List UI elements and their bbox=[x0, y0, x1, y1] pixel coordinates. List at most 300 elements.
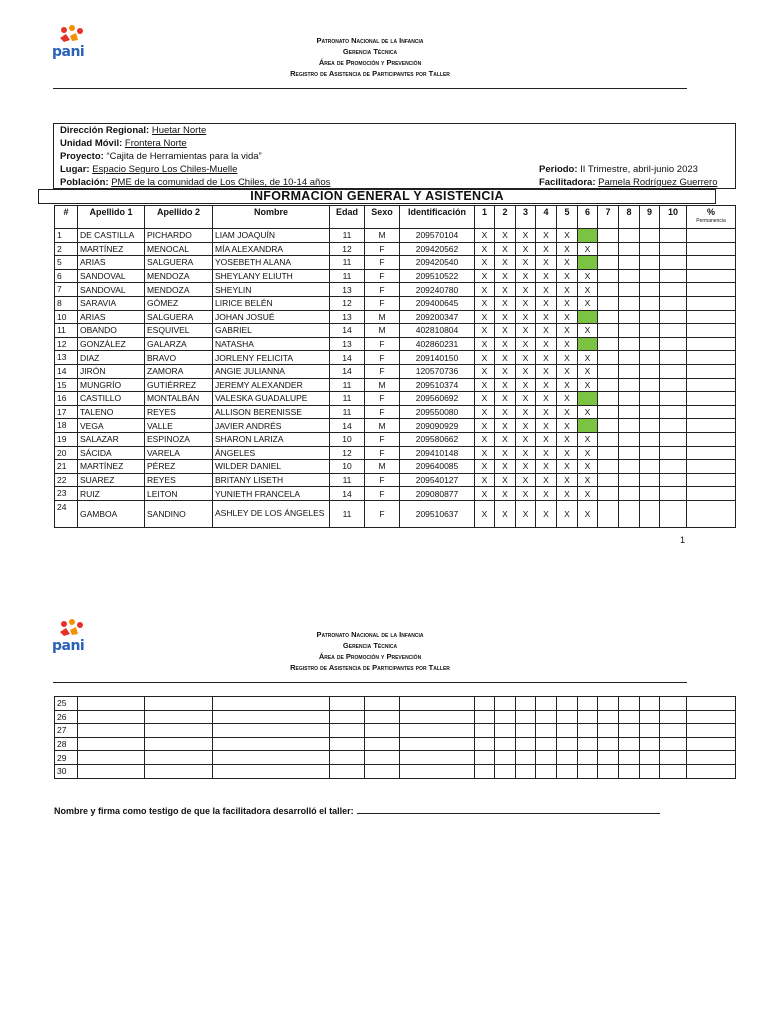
session-7-cell bbox=[598, 310, 619, 324]
permanencia-cell bbox=[687, 392, 736, 406]
header-line-3: Área de Promoción y Prevención bbox=[318, 652, 422, 661]
table-row bbox=[55, 392, 736, 406]
session-10-cell bbox=[660, 337, 687, 351]
session-9-cell bbox=[640, 446, 660, 460]
empty-cell bbox=[365, 710, 400, 724]
session-2-cell: X bbox=[495, 351, 516, 365]
empty-cell bbox=[400, 737, 475, 751]
col-session-1: 1 bbox=[475, 206, 495, 229]
empty-cell bbox=[557, 737, 578, 751]
nombre-cell: JORLENY FELICITA bbox=[213, 351, 330, 365]
col-num: # bbox=[55, 206, 78, 229]
sexo-cell: F bbox=[365, 432, 400, 446]
empty-cell bbox=[330, 737, 365, 751]
sexo-cell: F bbox=[365, 351, 400, 365]
session-9-cell bbox=[640, 324, 660, 338]
session-4-cell: X bbox=[536, 256, 557, 270]
session-8-cell bbox=[619, 432, 640, 446]
session-2-cell: X bbox=[495, 378, 516, 392]
col-session-6: 6 bbox=[578, 206, 598, 229]
session-5-cell: X bbox=[557, 392, 578, 406]
empty-cell bbox=[400, 724, 475, 738]
session-2-cell: X bbox=[495, 337, 516, 351]
session-6-cell: X bbox=[578, 500, 598, 527]
session-1-cell: X bbox=[475, 432, 495, 446]
attendance-table bbox=[54, 205, 736, 528]
nombre-cell: GABRIEL bbox=[213, 324, 330, 338]
table-row bbox=[55, 364, 736, 378]
session-3-cell: X bbox=[516, 296, 536, 310]
permanencia-cell bbox=[687, 419, 736, 433]
edad-cell: 11 bbox=[330, 269, 365, 283]
empty-cell bbox=[365, 764, 400, 778]
nombre-cell: LIRICE BELÉN bbox=[213, 296, 330, 310]
session-7-cell bbox=[598, 392, 619, 406]
table-header-row bbox=[55, 206, 736, 229]
session-2-cell: X bbox=[495, 432, 516, 446]
empty-cell bbox=[365, 697, 400, 711]
session-5-cell: X bbox=[557, 351, 578, 365]
session-4-cell: X bbox=[536, 392, 557, 406]
apellido2-cell: MENDOZA bbox=[145, 269, 213, 283]
empty-cell bbox=[536, 737, 557, 751]
session-3-cell: X bbox=[516, 324, 536, 338]
table-row bbox=[55, 764, 736, 778]
table-row bbox=[55, 446, 736, 460]
nombre-cell: SHEYLIN bbox=[213, 283, 330, 297]
session-8-cell bbox=[619, 473, 640, 487]
apellido2-cell: SALGUERA bbox=[145, 310, 213, 324]
col-edad: Edad bbox=[330, 206, 365, 229]
identificacion-cell: 209640085 bbox=[400, 460, 475, 474]
edad-cell: 13 bbox=[330, 283, 365, 297]
pani-logo-page2 bbox=[52, 618, 92, 658]
apellido2-cell: GUTIÉRREZ bbox=[145, 378, 213, 392]
table-row bbox=[55, 269, 736, 283]
empty-cell bbox=[516, 737, 536, 751]
col-nombre: Nombre bbox=[213, 206, 330, 229]
unidad-line bbox=[60, 138, 187, 149]
empty-cell bbox=[495, 697, 516, 711]
session-1-cell: X bbox=[475, 405, 495, 419]
col-apellido2: Apellido 2 bbox=[145, 206, 213, 229]
row-number: 1 bbox=[55, 229, 78, 243]
pct-subtitle: Permanencia bbox=[696, 218, 726, 224]
apellido2-cell: MENDOZA bbox=[145, 283, 213, 297]
session-5-cell: X bbox=[557, 378, 578, 392]
edad-cell: 10 bbox=[330, 432, 365, 446]
apellido1-cell: RUIZ bbox=[78, 487, 145, 501]
session-6-cell: X bbox=[578, 242, 598, 256]
permanencia-cell bbox=[687, 460, 736, 474]
session-6-cell: X bbox=[578, 446, 598, 460]
edad-cell: 13 bbox=[330, 337, 365, 351]
table-row bbox=[55, 378, 736, 392]
page-number: 1 bbox=[680, 535, 686, 545]
session-6-cell: X bbox=[578, 378, 598, 392]
session-9-cell bbox=[640, 242, 660, 256]
col-session-8: 8 bbox=[619, 206, 640, 229]
nombre-cell: SHARON LARIZA bbox=[213, 432, 330, 446]
row-number: 5 bbox=[55, 256, 78, 270]
session-8-cell bbox=[619, 296, 640, 310]
apellido2-cell: VALLE bbox=[145, 419, 213, 433]
row-number: 22 bbox=[55, 473, 78, 487]
edad-cell: 12 bbox=[330, 242, 365, 256]
empty-cell bbox=[475, 764, 495, 778]
nombre-cell: VALESKA GUADALUPE bbox=[213, 392, 330, 406]
session-3-cell: X bbox=[516, 432, 536, 446]
session-10-cell bbox=[660, 460, 687, 474]
nombre-cell: JOHAN JOSUÉ bbox=[213, 310, 330, 324]
session-6-cell bbox=[578, 310, 598, 324]
apellido2-cell: GALARZA bbox=[145, 337, 213, 351]
permanencia-cell bbox=[687, 500, 736, 527]
empty-cell bbox=[516, 764, 536, 778]
signature-label: Nombre y firma como testigo de que la facilitadora desarrolló el taller: bbox=[54, 806, 354, 816]
empty-cell bbox=[640, 751, 660, 765]
header-rule-page2 bbox=[53, 682, 687, 683]
session-2-cell: X bbox=[495, 487, 516, 501]
session-5-cell: X bbox=[557, 324, 578, 338]
session-6-cell: X bbox=[578, 405, 598, 419]
lugar-value: Espacio Seguro Los Chiles-Muelle bbox=[92, 164, 238, 175]
identificacion-cell: 209570104 bbox=[400, 229, 475, 243]
identificacion-cell: 402810804 bbox=[400, 324, 475, 338]
apellido2-cell: PICHARDO bbox=[145, 229, 213, 243]
session-9-cell bbox=[640, 487, 660, 501]
identificacion-cell: 209560692 bbox=[400, 392, 475, 406]
row-number: 8 bbox=[55, 296, 78, 310]
session-2-cell: X bbox=[495, 460, 516, 474]
session-7-cell bbox=[598, 419, 619, 433]
empty-cell bbox=[578, 737, 598, 751]
session-9-cell bbox=[640, 500, 660, 527]
edad-cell: 10 bbox=[330, 460, 365, 474]
session-10-cell bbox=[660, 392, 687, 406]
session-1-cell: X bbox=[475, 242, 495, 256]
session-4-cell: X bbox=[536, 229, 557, 243]
session-9-cell bbox=[640, 337, 660, 351]
empty-cell bbox=[365, 737, 400, 751]
direccion-value: Huetar Norte bbox=[151, 125, 207, 136]
session-3-cell: X bbox=[516, 460, 536, 474]
document-header bbox=[200, 35, 540, 79]
edad-cell: 12 bbox=[330, 446, 365, 460]
session-10-cell bbox=[660, 256, 687, 270]
permanencia-cell bbox=[687, 473, 736, 487]
document-header-page2 bbox=[200, 629, 540, 673]
info-box bbox=[53, 123, 736, 189]
empty-cell bbox=[145, 710, 213, 724]
apellido2-cell: LEITON bbox=[145, 487, 213, 501]
apellido1-cell: GONZÁLEZ bbox=[78, 337, 145, 351]
apellido1-cell: DIAZ bbox=[78, 351, 145, 365]
session-5-cell: X bbox=[557, 487, 578, 501]
empty-cell bbox=[578, 764, 598, 778]
table-row bbox=[55, 737, 736, 751]
permanencia-cell bbox=[687, 256, 736, 270]
session-4-cell: X bbox=[536, 351, 557, 365]
empty-cell bbox=[536, 724, 557, 738]
nombre-cell: BRITANY LISETH bbox=[213, 473, 330, 487]
session-1-cell: X bbox=[475, 256, 495, 270]
apellido2-cell: REYES bbox=[145, 405, 213, 419]
permanencia-cell bbox=[687, 446, 736, 460]
edad-cell: 11 bbox=[330, 378, 365, 392]
session-9-cell bbox=[640, 296, 660, 310]
col-session-2: 2 bbox=[495, 206, 516, 229]
row-number: 21 bbox=[55, 460, 78, 474]
sexo-cell: M bbox=[365, 310, 400, 324]
session-4-cell: X bbox=[536, 378, 557, 392]
empty-cell bbox=[687, 710, 736, 724]
apellido1-cell: MARTÍNEZ bbox=[78, 460, 145, 474]
empty-cell bbox=[330, 724, 365, 738]
signature-blank[interactable] bbox=[357, 805, 660, 814]
proyecto-label: Proyecto: bbox=[60, 151, 104, 162]
permanencia-cell bbox=[687, 378, 736, 392]
session-9-cell bbox=[640, 392, 660, 406]
session-10-cell bbox=[660, 242, 687, 256]
session-2-cell: X bbox=[495, 256, 516, 270]
empty-cell bbox=[78, 697, 145, 711]
apellido1-cell: GAMBOA bbox=[78, 500, 145, 527]
sexo-cell: F bbox=[365, 296, 400, 310]
empty-cell bbox=[557, 724, 578, 738]
session-6-cell bbox=[578, 419, 598, 433]
row-number: 24 bbox=[55, 500, 78, 527]
identificacion-cell: 209550080 bbox=[400, 405, 475, 419]
session-3-cell: X bbox=[516, 283, 536, 297]
table-row bbox=[55, 229, 736, 243]
empty-cell bbox=[640, 737, 660, 751]
session-9-cell bbox=[640, 378, 660, 392]
col-session-9: 9 bbox=[640, 206, 660, 229]
session-1-cell: X bbox=[475, 351, 495, 365]
empty-cell bbox=[475, 724, 495, 738]
session-8-cell bbox=[619, 446, 640, 460]
poblacion-label: Población: bbox=[60, 177, 109, 188]
session-10-cell bbox=[660, 405, 687, 419]
session-1-cell: X bbox=[475, 392, 495, 406]
row-number: 10 bbox=[55, 310, 78, 324]
nombre-cell: JAVIER ANDRÉS bbox=[213, 419, 330, 433]
session-4-cell: X bbox=[536, 310, 557, 324]
empty-cell bbox=[619, 751, 640, 765]
permanencia-cell bbox=[687, 310, 736, 324]
direccion-line bbox=[60, 125, 206, 136]
session-10-cell bbox=[660, 283, 687, 297]
permanencia-cell bbox=[687, 432, 736, 446]
session-9-cell bbox=[640, 460, 660, 474]
session-4-cell: X bbox=[536, 460, 557, 474]
edad-cell: 11 bbox=[330, 405, 365, 419]
empty-cell bbox=[330, 751, 365, 765]
apellido1-cell: SALAZAR bbox=[78, 432, 145, 446]
session-7-cell bbox=[598, 364, 619, 378]
empty-cell bbox=[213, 764, 330, 778]
empty-cell bbox=[687, 724, 736, 738]
session-8-cell bbox=[619, 256, 640, 270]
table-row bbox=[55, 724, 736, 738]
sexo-cell: F bbox=[365, 473, 400, 487]
session-10-cell bbox=[660, 500, 687, 527]
signature-line bbox=[54, 805, 660, 816]
session-1-cell: X bbox=[475, 500, 495, 527]
session-5-cell: X bbox=[557, 446, 578, 460]
apellido1-cell: TALENO bbox=[78, 405, 145, 419]
session-5-cell: X bbox=[557, 364, 578, 378]
session-2-cell: X bbox=[495, 446, 516, 460]
identificacion-cell: 209580662 bbox=[400, 432, 475, 446]
row-number: 25 bbox=[55, 697, 78, 711]
empty-cell bbox=[598, 697, 619, 711]
table-row bbox=[55, 500, 736, 527]
apellido1-cell: MARTÍNEZ bbox=[78, 242, 145, 256]
empty-cell bbox=[145, 697, 213, 711]
attendance-body bbox=[55, 229, 736, 528]
apellido1-cell: ARIAS bbox=[78, 310, 145, 324]
empty-cell bbox=[557, 751, 578, 765]
session-6-cell: X bbox=[578, 283, 598, 297]
session-10-cell bbox=[660, 296, 687, 310]
permanencia-cell bbox=[687, 487, 736, 501]
sexo-cell: F bbox=[365, 487, 400, 501]
empty-cell bbox=[640, 710, 660, 724]
edad-cell: 11 bbox=[330, 473, 365, 487]
header-line-2: Gerencia Técnica bbox=[342, 641, 398, 650]
session-2-cell: X bbox=[495, 229, 516, 243]
row-number: 29 bbox=[55, 751, 78, 765]
logo-text: pani bbox=[52, 638, 85, 654]
session-8-cell bbox=[619, 500, 640, 527]
empty-cell bbox=[660, 751, 687, 765]
session-10-cell bbox=[660, 229, 687, 243]
empty-cell bbox=[400, 751, 475, 765]
apellido1-cell: CASTILLO bbox=[78, 392, 145, 406]
empty-cell bbox=[598, 751, 619, 765]
table-row bbox=[55, 710, 736, 724]
session-9-cell bbox=[640, 364, 660, 378]
permanencia-cell bbox=[687, 364, 736, 378]
empty-cell bbox=[557, 697, 578, 711]
session-6-cell: X bbox=[578, 324, 598, 338]
session-9-cell bbox=[640, 351, 660, 365]
empty-cell bbox=[145, 737, 213, 751]
session-1-cell: X bbox=[475, 324, 495, 338]
session-9-cell bbox=[640, 473, 660, 487]
identificacion-cell: 209510374 bbox=[400, 378, 475, 392]
nombre-cell: MÍA ALEXANDRA bbox=[213, 242, 330, 256]
permanencia-cell bbox=[687, 405, 736, 419]
session-8-cell bbox=[619, 337, 640, 351]
session-7-cell bbox=[598, 351, 619, 365]
apellido2-cell: ZAMORA bbox=[145, 364, 213, 378]
attendance-table-continued bbox=[54, 696, 736, 779]
session-2-cell: X bbox=[495, 296, 516, 310]
sexo-cell: F bbox=[365, 446, 400, 460]
col-apellido1: Apellido 1 bbox=[78, 206, 145, 229]
table-row bbox=[55, 256, 736, 270]
sexo-cell: M bbox=[365, 324, 400, 338]
empty-cell bbox=[598, 764, 619, 778]
table-row bbox=[55, 432, 736, 446]
apellido1-cell: MUNGRÍO bbox=[78, 378, 145, 392]
table-row bbox=[55, 697, 736, 711]
apellido1-cell: SARAVIA bbox=[78, 296, 145, 310]
header-line-4: Registro de Asistencia de Participantes por Taller bbox=[290, 69, 450, 78]
session-1-cell: X bbox=[475, 487, 495, 501]
empty-cell bbox=[536, 764, 557, 778]
empty-cell bbox=[400, 697, 475, 711]
identificacion-cell: 209420540 bbox=[400, 256, 475, 270]
session-7-cell bbox=[598, 229, 619, 243]
row-number: 19 bbox=[55, 432, 78, 446]
session-9-cell bbox=[640, 432, 660, 446]
identificacion-cell: 120570736 bbox=[400, 364, 475, 378]
empty-cell bbox=[330, 697, 365, 711]
session-5-cell: X bbox=[557, 242, 578, 256]
nombre-cell: JEREMY ALEXANDER bbox=[213, 378, 330, 392]
empty-cell bbox=[578, 751, 598, 765]
session-2-cell: X bbox=[495, 283, 516, 297]
session-9-cell bbox=[640, 269, 660, 283]
identificacion-cell: 209410148 bbox=[400, 446, 475, 460]
edad-cell: 14 bbox=[330, 487, 365, 501]
facilitadora-value: Pamela Rodríguez Guerrero bbox=[598, 177, 718, 188]
empty-cell bbox=[475, 710, 495, 724]
col-session-4: 4 bbox=[536, 206, 557, 229]
apellido2-cell: BRAVO bbox=[145, 351, 213, 365]
empty-cell bbox=[78, 710, 145, 724]
session-3-cell: X bbox=[516, 446, 536, 460]
empty-cell bbox=[78, 764, 145, 778]
nombre-cell: ALLISON BERENISSE bbox=[213, 405, 330, 419]
session-7-cell bbox=[598, 432, 619, 446]
empty-cell bbox=[536, 751, 557, 765]
apellido2-cell: ESQUIVEL bbox=[145, 324, 213, 338]
col-session-10: 10 bbox=[660, 206, 687, 229]
empty-cell bbox=[598, 724, 619, 738]
session-7-cell bbox=[598, 487, 619, 501]
row-number: 28 bbox=[55, 737, 78, 751]
table-row bbox=[55, 419, 736, 433]
table-row bbox=[55, 405, 736, 419]
edad-cell: 12 bbox=[330, 296, 365, 310]
lugar-line bbox=[60, 164, 237, 175]
periodo-line bbox=[539, 164, 698, 175]
row-number: 15 bbox=[55, 378, 78, 392]
sexo-cell: M bbox=[365, 419, 400, 433]
session-1-cell: X bbox=[475, 283, 495, 297]
empty-cell bbox=[78, 737, 145, 751]
empty-cell bbox=[516, 751, 536, 765]
session-3-cell: X bbox=[516, 473, 536, 487]
col-identificacion: Identificación bbox=[400, 206, 475, 229]
row-number: 18 bbox=[55, 419, 78, 433]
row-number: 23 bbox=[55, 487, 78, 501]
session-2-cell: X bbox=[495, 500, 516, 527]
session-7-cell bbox=[598, 296, 619, 310]
empty-cell bbox=[495, 737, 516, 751]
session-8-cell bbox=[619, 392, 640, 406]
empty-cell bbox=[365, 751, 400, 765]
apellido2-cell: PÉREZ bbox=[145, 460, 213, 474]
apellido1-cell: DE CASTILLA bbox=[78, 229, 145, 243]
empty-cell bbox=[619, 724, 640, 738]
session-2-cell: X bbox=[495, 473, 516, 487]
